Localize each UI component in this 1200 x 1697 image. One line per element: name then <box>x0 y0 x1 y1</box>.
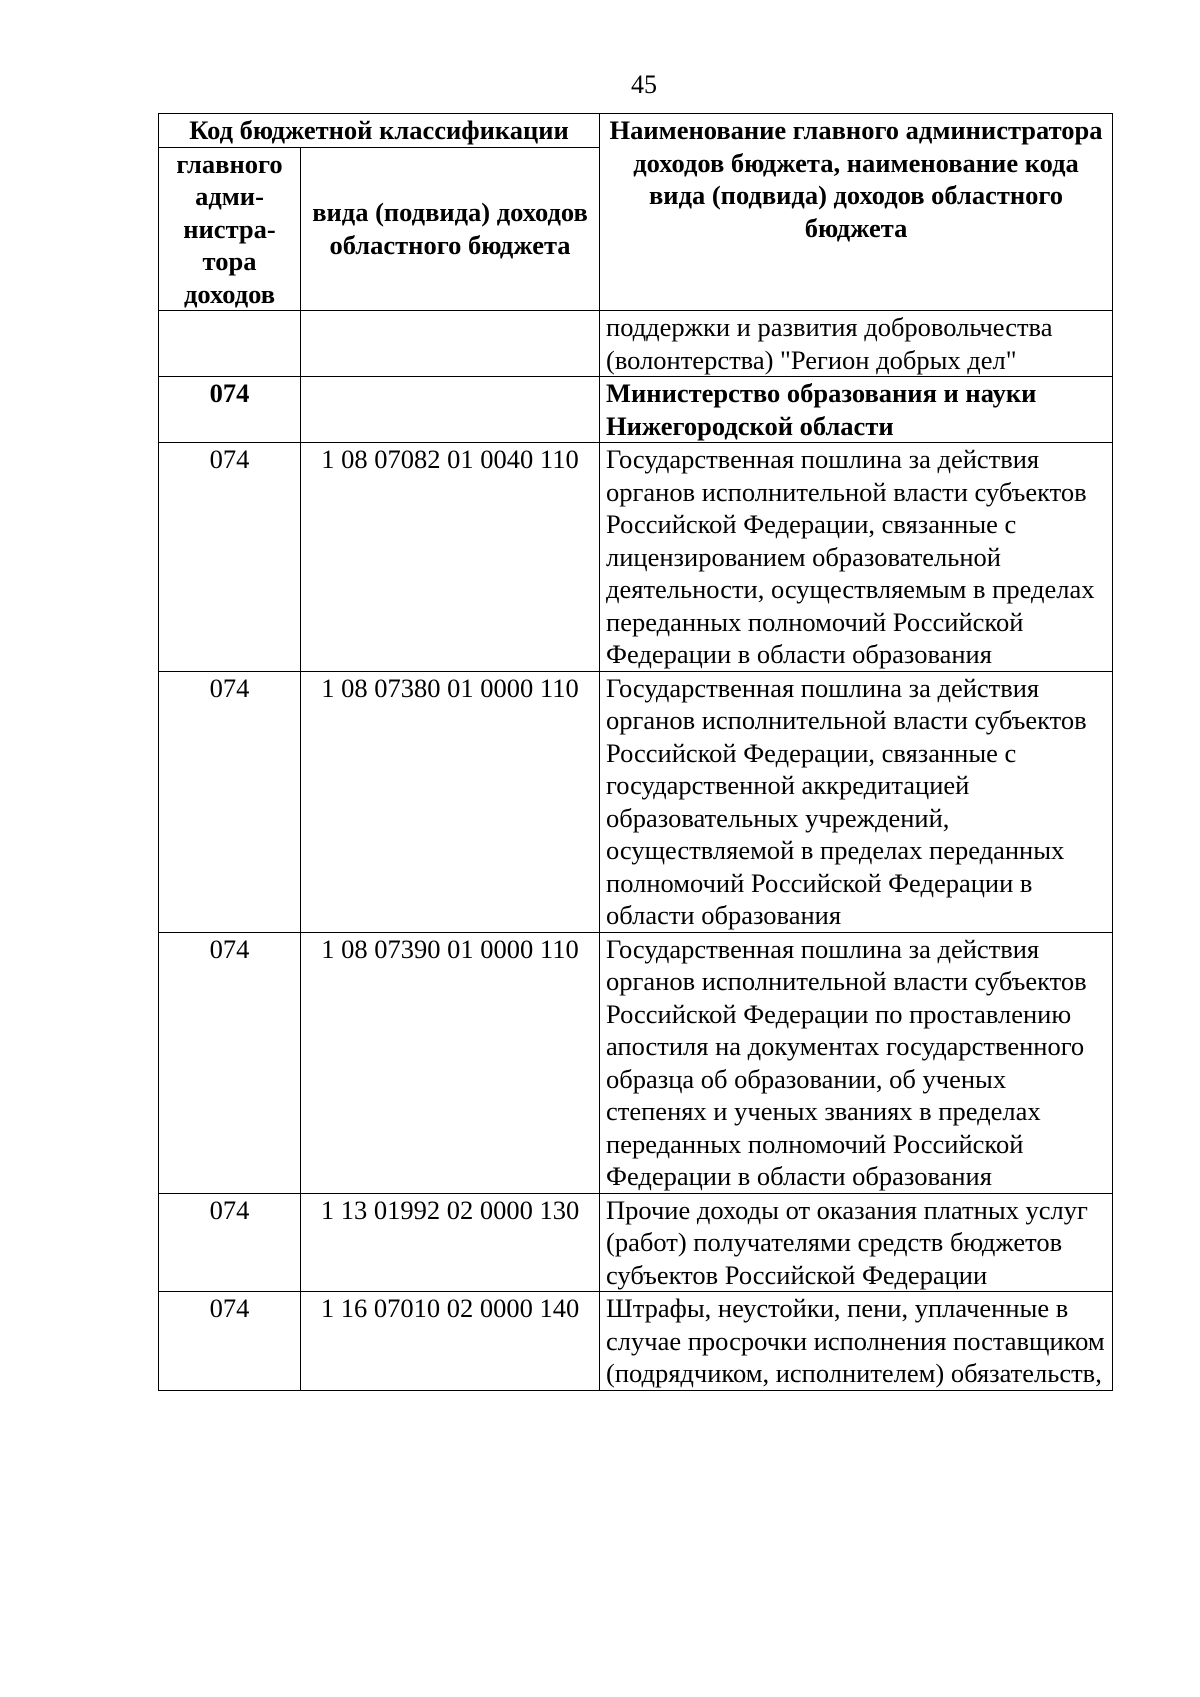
table-row <box>159 1193 1113 1292</box>
admin-code-cell: 074 <box>159 932 301 1193</box>
income-name-cell: Государственная пошлина за действия органов исполнительной власти субъектов Российской Федерации, связанные с государственной аккредитацией образовательных учреждений, осуществляемой в пределах переданных полномочий Российской Федерации в области образования <box>600 671 1113 932</box>
admin-code-cell: 074 <box>159 377 301 443</box>
income-name-cell: Государственная пошлина за действия органов исполнительной власти субъектов Российской Федерации, связанные с лицензированием образовательной деятельности, осуществляемым в пределах переданных полномочий Российской Федерации в области образования <box>600 443 1113 672</box>
admin-code-cell: 074 <box>159 443 301 672</box>
budget-classification-table <box>158 113 1113 1391</box>
admin-code-cell <box>159 311 301 377</box>
admin-code-cell: 074 <box>159 1193 301 1292</box>
income-name-cell: Прочие доходы от оказания платных услуг (работ) получателями средств бюджетов субъектов Российской Федерации <box>600 1193 1113 1292</box>
code-column-header: вида (подвида) доходов областного бюджета <box>301 147 600 311</box>
name-column-header: Наименование главного администратора доходов бюджета, наименование кода вида (подвида) доходов областного бюджета <box>600 114 1113 311</box>
income-code-cell: 1 16 07010 02 0000 140 <box>301 1292 600 1391</box>
income-name-cell: Штрафы, неустойки, пени, уплаченные в случае просрочки исполнения поставщиком (подрядчиком, исполнителем) обязательств, <box>600 1292 1113 1391</box>
ministry-name-cell: Министерство образования и науки Нижегородской области <box>600 377 1113 443</box>
income-code-cell: 1 08 07390 01 0000 110 <box>301 932 600 1193</box>
income-code-cell <box>301 311 600 377</box>
table-body <box>159 311 1113 1391</box>
table-row <box>159 671 1113 932</box>
income-code-cell <box>301 377 600 443</box>
income-code-cell: 1 08 07082 01 0040 110 <box>301 443 600 672</box>
classification-header: Код бюджетной классификации <box>159 114 600 148</box>
page-number: 45 <box>631 70 657 99</box>
table-row <box>159 443 1113 672</box>
admin-code-cell: 074 <box>159 671 301 932</box>
income-code-cell: 1 08 07380 01 0000 110 <box>301 671 600 932</box>
table-row <box>159 1292 1113 1391</box>
income-name-cell: Государственная пошлина за действия органов исполнительной власти субъектов Российской Федерации по проставлению апостиля на документах государственного образца об образовании, об ученых степенях и ученых званиях в пределах переданных полномочий Российской Федерации в области образования <box>600 932 1113 1193</box>
table-row <box>159 311 1113 377</box>
admin-column-header: главного адми-нистра-тора доходов <box>159 147 301 311</box>
table-header <box>159 114 1113 311</box>
income-code-cell: 1 13 01992 02 0000 130 <box>301 1193 600 1292</box>
income-name-cell: поддержки и развития добровольчества (волонтерства) "Регион добрых дел" <box>600 311 1113 377</box>
table-row <box>159 932 1113 1193</box>
admin-code-cell: 074 <box>159 1292 301 1391</box>
ministry-row <box>159 377 1113 443</box>
